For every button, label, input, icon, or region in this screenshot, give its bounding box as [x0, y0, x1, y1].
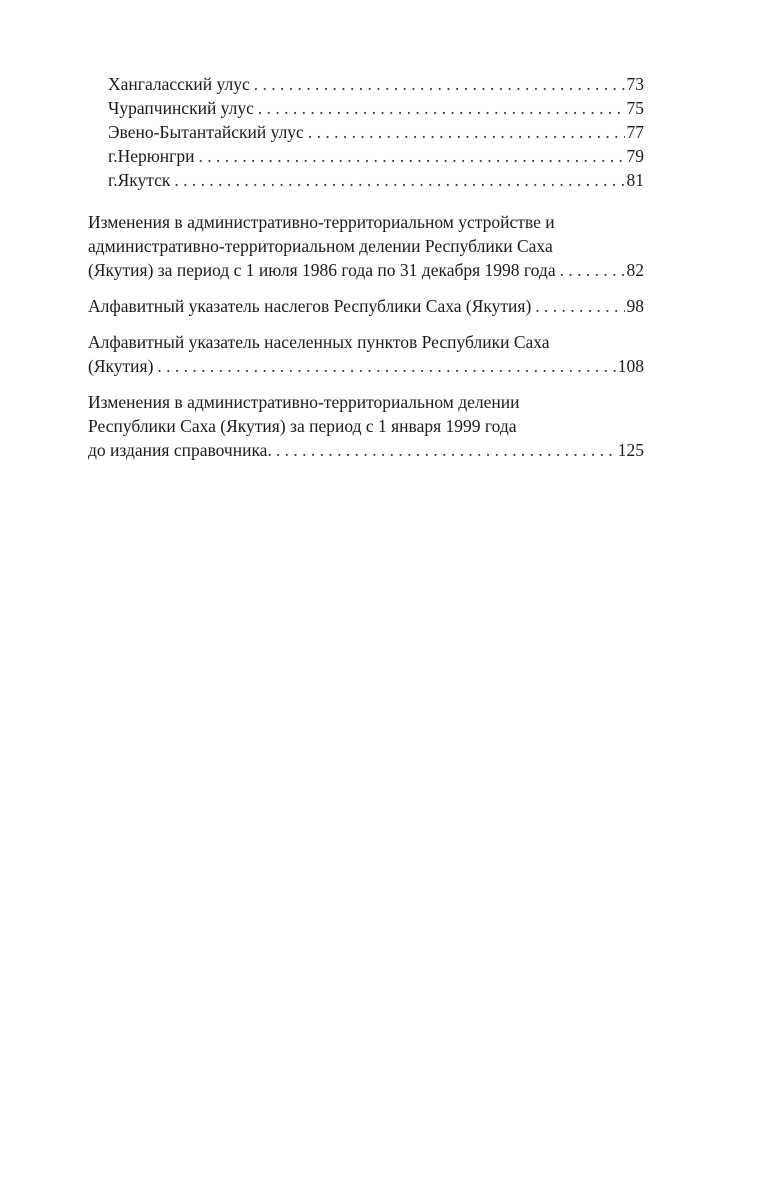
toc-sub-item[interactable]: [88, 96, 644, 120]
toc-page-number: 79: [626, 146, 644, 166]
dot-leader: [198, 144, 624, 168]
toc-entry-line: Изменения в административно-территориальном устройстве и: [88, 212, 555, 232]
dot-leader: [157, 354, 615, 378]
toc-entry-line: Республики Саха (Якутия) за период с 1 января 1999 года: [88, 416, 517, 436]
toc-sub-item[interactable]: [88, 168, 644, 192]
toc-page-number: 73: [626, 74, 644, 94]
dot-leader: [258, 96, 625, 120]
toc-entry-line: до издания справочника.: [88, 440, 272, 460]
toc-item-label: г.Нерюнгри: [108, 146, 195, 166]
toc-entry-line: административно-территориальном делении Республики Саха: [88, 236, 553, 256]
toc-entry-naslegs[interactable]: [88, 294, 644, 318]
toc-entry-settlements[interactable]: [88, 330, 644, 378]
toc-page-number: 108: [617, 356, 644, 376]
toc-page-number: 81: [626, 170, 644, 190]
toc-entry-changes-1986[interactable]: [88, 210, 644, 282]
dot-leader: [276, 438, 616, 462]
dot-leader: [174, 168, 624, 192]
toc-entry-line: Изменения в административно-территориальном делении: [88, 392, 520, 412]
table-of-contents: [88, 72, 644, 462]
toc-item-label: г.Якутск: [108, 170, 171, 190]
dot-leader: [254, 72, 625, 96]
toc-entry-label: Алфавитный указатель наслегов Республики Саха (Якутия): [88, 296, 532, 316]
toc-sub-item[interactable]: [88, 120, 644, 144]
toc-item-label: Эвено-Бытантайский улус: [108, 122, 304, 142]
toc-sub-item[interactable]: [88, 72, 644, 96]
dot-leader: [560, 258, 625, 282]
toc-page-number: 125: [617, 440, 644, 460]
toc-page-number: 77: [626, 122, 644, 142]
dot-leader: [535, 294, 624, 318]
toc-entry-line: (Якутия) за период с 1 июля 1986 года по 31 декабря 1998 года: [88, 260, 556, 280]
toc-item-label: Чурапчинский улус: [108, 98, 254, 118]
toc-item-label: Хангаласский улус: [108, 74, 250, 94]
toc-page-number: 82: [626, 260, 644, 280]
toc-entry-line: Алфавитный указатель населенных пунктов Республики Саха: [88, 332, 550, 352]
toc-entry-line: (Якутия): [88, 356, 154, 376]
toc-page-number: 98: [626, 296, 644, 316]
toc-page-number: 75: [626, 98, 644, 118]
dot-leader: [308, 120, 625, 144]
toc-entry-changes-1999[interactable]: [88, 390, 644, 462]
toc-sub-item[interactable]: [88, 144, 644, 168]
